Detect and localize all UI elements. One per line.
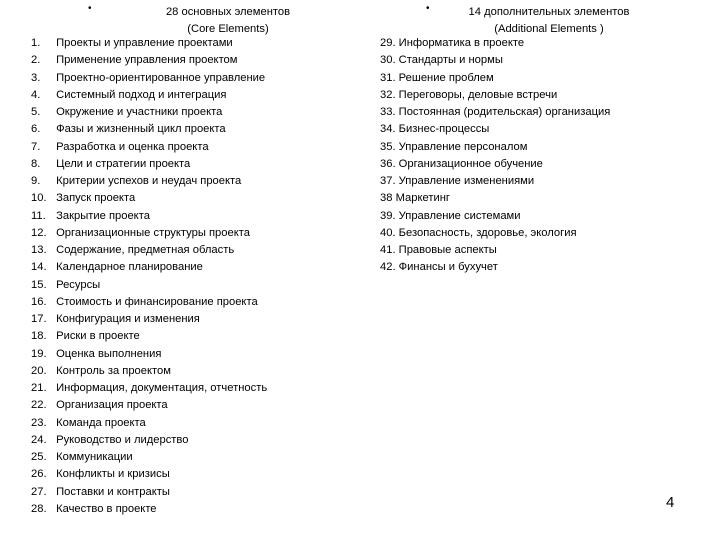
- list-item: [31, 294, 267, 311]
- item-text: Проекты и управление проектами: [56, 37, 233, 49]
- item-number: 19.: [31, 347, 47, 360]
- list-item: [380, 190, 610, 207]
- item-text: Системный подход и интеграция: [56, 88, 227, 101]
- item-number: 16.: [31, 295, 47, 308]
- item-text: Закрытие проекта: [56, 209, 150, 222]
- list-item: [31, 52, 267, 69]
- list-item: [31, 87, 267, 104]
- item-text: Информатика в проекте: [398, 37, 525, 49]
- item-number: 34.: [380, 123, 396, 136]
- item-number: 23.: [31, 416, 47, 429]
- list-item: [380, 208, 610, 225]
- item-text: Критерии успехов и неудач проекта: [56, 175, 242, 187]
- list-item: [31, 139, 267, 156]
- item-text: Конфликты и кризисы: [56, 468, 170, 481]
- item-number: 35.: [380, 140, 396, 153]
- list-item: [380, 139, 610, 156]
- item-number: 6.: [31, 123, 41, 136]
- item-text: Разработка и оценка проекта: [56, 140, 209, 153]
- item-text: Запуск проекта: [56, 192, 136, 205]
- item-text: Управление персоналом: [398, 140, 528, 153]
- list-item: [380, 70, 610, 87]
- item-text: Конфигурация и изменения: [56, 313, 200, 325]
- list-item: [31, 397, 267, 414]
- item-number: 27.: [31, 485, 47, 498]
- item-text: Маркетинг: [395, 192, 450, 205]
- item-text: Команда проекта: [56, 416, 146, 429]
- item-number: 31.: [380, 71, 396, 84]
- list-item: [31, 173, 267, 190]
- item-number: 10.: [31, 192, 47, 205]
- item-number: 20.: [31, 364, 47, 377]
- item-text: Контроль за проектом: [56, 364, 171, 377]
- item-number: 13.: [31, 244, 47, 256]
- list-item: [31, 466, 267, 483]
- item-text: Финансы и бухучет: [398, 261, 498, 274]
- item-text: Руководство и лидерство: [56, 433, 189, 446]
- item-text: Постоянная (родительская) организация: [398, 106, 611, 118]
- item-number: 33.: [380, 106, 396, 118]
- item-text: Применение управления проектом: [56, 54, 238, 67]
- core-bullet: •: [88, 3, 92, 14]
- item-text: Стоимость и финансирование проекта: [56, 295, 258, 308]
- item-text: Безопасность, здоровье, экология: [398, 226, 577, 239]
- list-item: [380, 242, 610, 259]
- list-item: [31, 328, 267, 345]
- item-text: Управление системами: [398, 209, 521, 222]
- item-number: 5.: [31, 106, 41, 118]
- list-item: [31, 242, 267, 259]
- core-title-line1: 28 основных элементов: [165, 6, 291, 18]
- list-item: [380, 87, 610, 104]
- item-text: Поставки и контракты: [56, 485, 170, 498]
- list-item: [380, 52, 610, 69]
- item-text: Оценка выполнения: [56, 347, 162, 360]
- item-number: 36.: [380, 157, 396, 170]
- item-text: Правовые аспекты: [398, 244, 497, 256]
- list-item: [380, 156, 610, 173]
- list-item: [380, 35, 610, 52]
- item-text: Цели и стратегии проекта: [56, 157, 191, 170]
- core-title-line2: (Core Elements): [187, 23, 269, 35]
- item-number: 21.: [31, 382, 47, 394]
- item-text: Стандарты и нормы: [398, 54, 503, 67]
- list-item: [31, 449, 267, 466]
- item-text: Окружение и участники проекта: [56, 106, 223, 118]
- item-number: 42.: [380, 261, 396, 274]
- list-item: [31, 346, 267, 363]
- core-elements-heading: [128, 4, 328, 38]
- item-text: Управление изменениями: [398, 175, 535, 187]
- item-number: 8.: [31, 157, 41, 170]
- item-text: Риски в проекте: [56, 330, 140, 343]
- list-item: [31, 35, 267, 52]
- list-item: [31, 432, 267, 449]
- list-item: [31, 70, 267, 87]
- item-text: Организационное обучение: [398, 157, 543, 170]
- list-item: [31, 277, 267, 294]
- list-item: [380, 225, 610, 242]
- item-text: Информация, документация, отчетность: [56, 382, 268, 394]
- item-text: Фазы и жизненный цикл проекта: [56, 123, 226, 136]
- item-number: 14.: [31, 261, 47, 274]
- additional-elements-list: [380, 35, 610, 277]
- item-text: Решение проблем: [398, 71, 494, 84]
- item-number: 29.: [380, 37, 396, 49]
- item-number: 24.: [31, 433, 47, 446]
- item-number: 40.: [380, 226, 396, 239]
- list-item: [31, 311, 267, 328]
- item-number: 38: [380, 192, 393, 205]
- item-text: Бизнес-процессы: [398, 123, 490, 136]
- list-item: [380, 259, 610, 276]
- item-number: 28.: [31, 502, 47, 515]
- list-item: [380, 121, 610, 138]
- list-item: [31, 225, 267, 242]
- item-number: 18.: [31, 330, 47, 343]
- item-number: 9.: [31, 175, 41, 187]
- list-item: [31, 380, 267, 397]
- list-item: [31, 208, 267, 225]
- list-item: [380, 104, 610, 121]
- item-text: Организация проекта: [56, 399, 168, 412]
- item-number: 30.: [380, 54, 396, 67]
- list-item: [31, 415, 267, 432]
- item-text: Содержание, предметная область: [56, 244, 235, 256]
- item-text: Проектно-ориентированное управление: [56, 71, 266, 84]
- list-item: [31, 156, 267, 173]
- core-elements-list: [31, 35, 267, 518]
- list-item: [31, 104, 267, 121]
- list-item: [31, 484, 267, 501]
- item-text: Ресурсы: [56, 278, 101, 291]
- item-number: 1.: [31, 37, 41, 49]
- item-number: 7.: [31, 140, 41, 153]
- list-item: [380, 173, 610, 190]
- item-number: 22.: [31, 399, 47, 412]
- item-number: 15.: [31, 278, 47, 291]
- list-item: [31, 501, 267, 518]
- item-number: 37.: [380, 175, 396, 187]
- item-number: 4.: [31, 88, 41, 101]
- page-number: 4: [666, 494, 675, 511]
- additional-title-line1: 14 дополнительных элементов: [468, 6, 630, 18]
- item-number: 32.: [380, 88, 396, 101]
- additional-bullet: •: [426, 3, 430, 14]
- item-number: 2.: [31, 54, 41, 67]
- item-text: Качество в проекте: [56, 502, 157, 515]
- item-number: 26.: [31, 468, 47, 481]
- item-number: 11.: [31, 209, 46, 222]
- item-text: Переговоры, деловые встречи: [398, 88, 558, 101]
- item-number: 17.: [31, 313, 47, 325]
- item-number: 12.: [31, 226, 47, 239]
- list-item: [31, 259, 267, 276]
- item-number: 3.: [31, 71, 41, 84]
- item-number: 41.: [380, 244, 396, 256]
- item-number: 39.: [380, 209, 396, 222]
- additional-elements-heading: [444, 4, 654, 38]
- list-item: [31, 190, 267, 207]
- list-item: [31, 121, 267, 138]
- item-text: Организационные структуры проекта: [56, 226, 250, 239]
- item-number: 25.: [31, 451, 47, 463]
- additional-title-line2: (Additional Elements ): [494, 23, 604, 35]
- item-text: Коммуникации: [56, 451, 133, 463]
- list-item: [31, 363, 267, 380]
- item-text: Календарное планирование: [56, 261, 203, 274]
